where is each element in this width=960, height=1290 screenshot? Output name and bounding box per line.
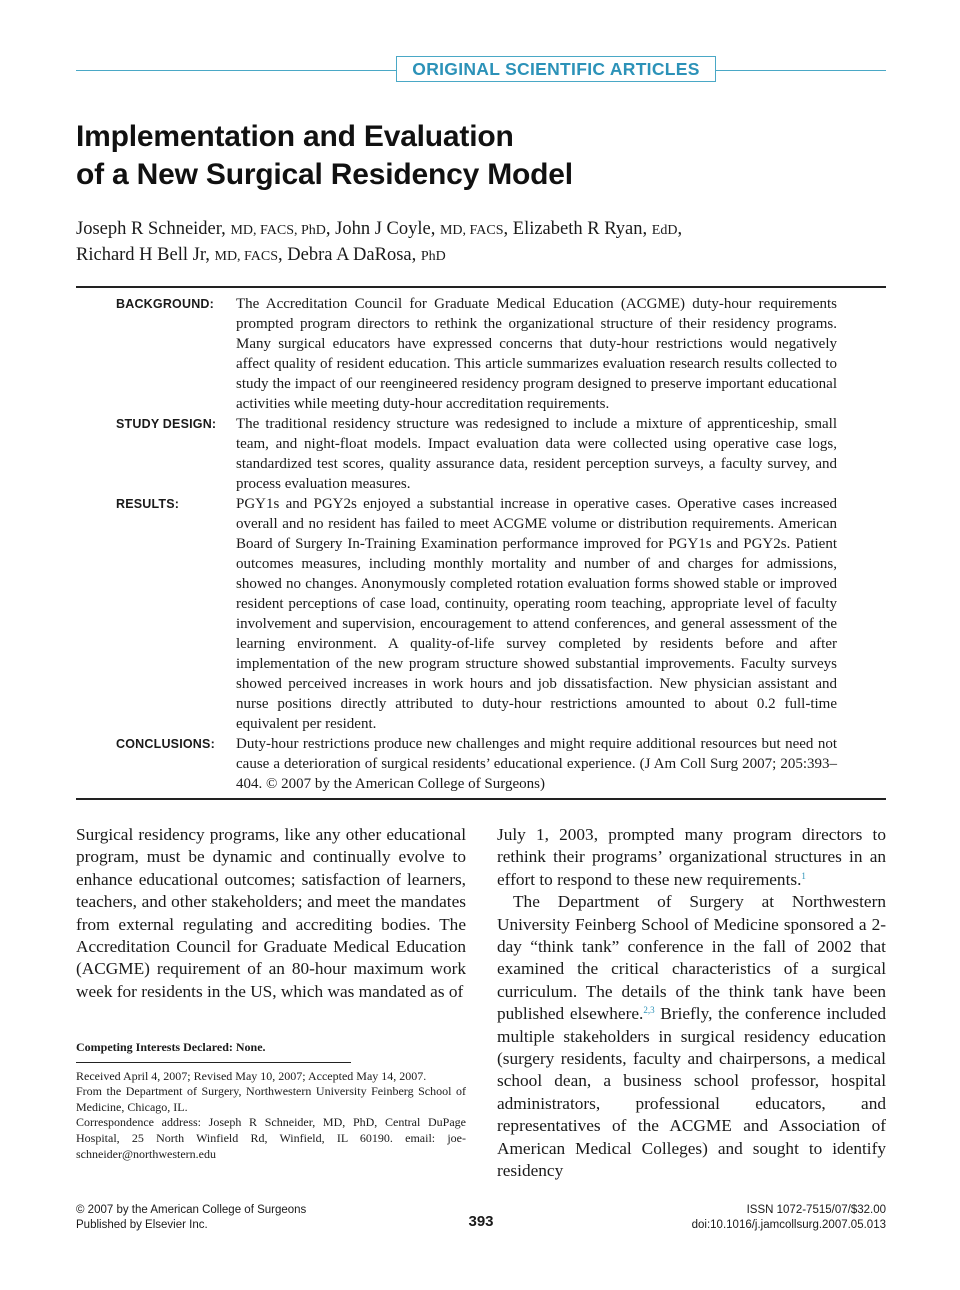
author-name: John J Coyle,: [335, 219, 440, 239]
author-name: Joseph R Schneider,: [76, 219, 231, 239]
page-number: 393: [468, 1213, 494, 1230]
abstract-text: Duty-hour restrictions produce new challenges and might require additional resources but need not cause a deterioration of surgical residents’ educational experience. (J Am Coll Surg 2007; 205:393–404. © 2007 by the American College of Surgeons): [236, 736, 837, 792]
reference-link[interactable]: 2,3: [643, 1005, 655, 1016]
abstract-label: STUDY DESIGN:: [116, 417, 217, 431]
body-paragraph: July 1, 2003, prompted many program directors to rethink their programs’ organizational structures in an effort to respond to these new requirements.$^1$: [497, 825, 886, 889]
copyright: © 2007 by the American College of Surgeons: [76, 1204, 307, 1216]
title-line-1: Implementation and Evaluation: [76, 120, 514, 153]
author-name: Richard H Bell Jr,: [76, 245, 215, 265]
abstract-label: BACKGROUND:: [116, 297, 215, 311]
section-banner: [76, 56, 886, 84]
abstract-text: The Accreditation Council for Graduate Medical Education (ACGME) duty-hour requirements prompted program directors to rethink the organizational structure of their residency programs. Many surgical educators have expressed concerns that duty-hour restrictions would negatively affect quality of resident education. This article summarizes evaluation research results collected to study the impact of our reengineered residency program designed to preserve important educational activities while meeting duty-hour accreditation requirements.: [236, 296, 837, 412]
page-footer: [76, 1203, 886, 1237]
article-notes: [76, 1040, 466, 1162]
author-degrees: MD, FACS: [439, 223, 504, 238]
body-paragraph: Surgical residency programs, like any other educational program, must be dynamic and continually evolve to enhance educational outcomes; satisfaction of learners, teachers, and other stakeholders; and meet the mandates from external regulating and accrediting bodies. The Accreditation Council for Graduate Medical Education (ACGME) requirement of an 80-hour maximum work week for residents in the US, which was mandated as of: [76, 825, 466, 1001]
issn: ISSN 1072-7515/07/$32.00: [746, 1204, 886, 1216]
author-degrees: EdD: [651, 223, 678, 238]
section-label: ORIGINAL SCIENTIFIC ARTICLES: [396, 56, 716, 82]
author-line-2: Richard H Bell Jr, MD, FACS, Debra A DaRosa, PhD: [76, 245, 446, 265]
author-degrees: MD, FACS: [214, 249, 279, 264]
reference-link[interactable]: 1: [801, 870, 806, 881]
received-dates: Received April 4, 2007; Revised May 10, 2007; Accepted May 14, 2007.: [76, 1068, 427, 1083]
publisher: Published by Elsevier Inc.: [76, 1219, 208, 1231]
abstract-text: PGY1s and PGY2s enjoyed a substantial increase in operative cases. Operative cases increased overall and no resident has failed to meet ACGME volume or distribution requirements. American Board of Surgery In-Training Examination performance improved for PGY1s and PGY2s. Patient outcomes measures, including monthly mortality and number of and charges for admissions, showed no changes. Anonymously completed rotation evaluation forms showed stable or improved resident perceptions of case load, continuity, operating room teaching, appropriate level of faculty involvement and supervision, encouragement to attend conferences, and general assessment of the learning environment. A quality-of-life survey completed by residents before and after implementation of the new program structure showed substantial improvements. Faculty surveys showed perceived increases in work hours and job dissatisfaction. New physician assistant and nurse positions directly attributed to duty-hour restrictions amounted to about 0.2 full-time equivalent per resident.: [236, 496, 837, 732]
author-degrees: MD, FACS, PhD: [230, 223, 326, 238]
footer-right: [692, 1203, 886, 1233]
affiliation: From the Department of Surgery, Northwestern University Feinberg School of Medicine, Chicago, IL.: [76, 1084, 466, 1114]
body-paragraph: The Department of Surgery at Northwestern University Feinberg School of Medicine sponsored a 2-day “think tank” conference in the fall of 2002 that examined the critical characteristics of a surgical curriculum. The details of the think tank have been published elsewhere.$^{2,3}$ Briefly, the conference included multiple stakeholders in surgical residency education (surgery residents, faculty and chairpersons, a medical school dean, a business school professor, hospital administrators, professional educators, and representatives of the ACGME and Association of American Medical Colleges) and sought to identify residency: [497, 892, 886, 1181]
title-line-2: of a New Surgical Residency Model: [76, 158, 573, 191]
body-column-right: [497, 824, 886, 1183]
abstract-box: [76, 286, 886, 800]
article-title: [76, 118, 876, 194]
correspondence: Correspondence address: Joseph R Schneider, MD, PhD, Central DuPage Hospital, 25 North Winfield Rd, Winfield, IL 60190. email: joe-schneider@northwestern.edu: [76, 1115, 466, 1161]
author-name: Debra A DaRosa,: [287, 245, 421, 265]
abstract-text: The traditional residency structure was redesigned to include a mixture of apprenticeship, small team, and night-float models. Impact evaluation data were collected using operative case logs, standardized test scores, quality assurance data, resident perception surveys, a faculty survey, and process evaluation measures.: [236, 416, 837, 492]
author-name: Elizabeth R Ryan,: [512, 219, 652, 239]
author-degrees: PhD: [420, 249, 446, 264]
author-list: [76, 217, 896, 269]
abstract-label: CONCLUSIONS:: [116, 737, 215, 751]
body-column-left: [76, 824, 466, 1003]
doi[interactable]: doi:10.1016/j.jamcollsurg.2007.05.013: [691, 1219, 886, 1231]
author-line-1: Joseph R Schneider, MD, FACS, PhD, John J Coyle, MD, FACS, Elizabeth R Ryan, EdD,: [76, 219, 683, 239]
notes-divider: [76, 1062, 351, 1063]
competing-interests: Competing Interests Declared: None.: [76, 1040, 266, 1054]
abstract-label: RESULTS:: [116, 497, 180, 511]
